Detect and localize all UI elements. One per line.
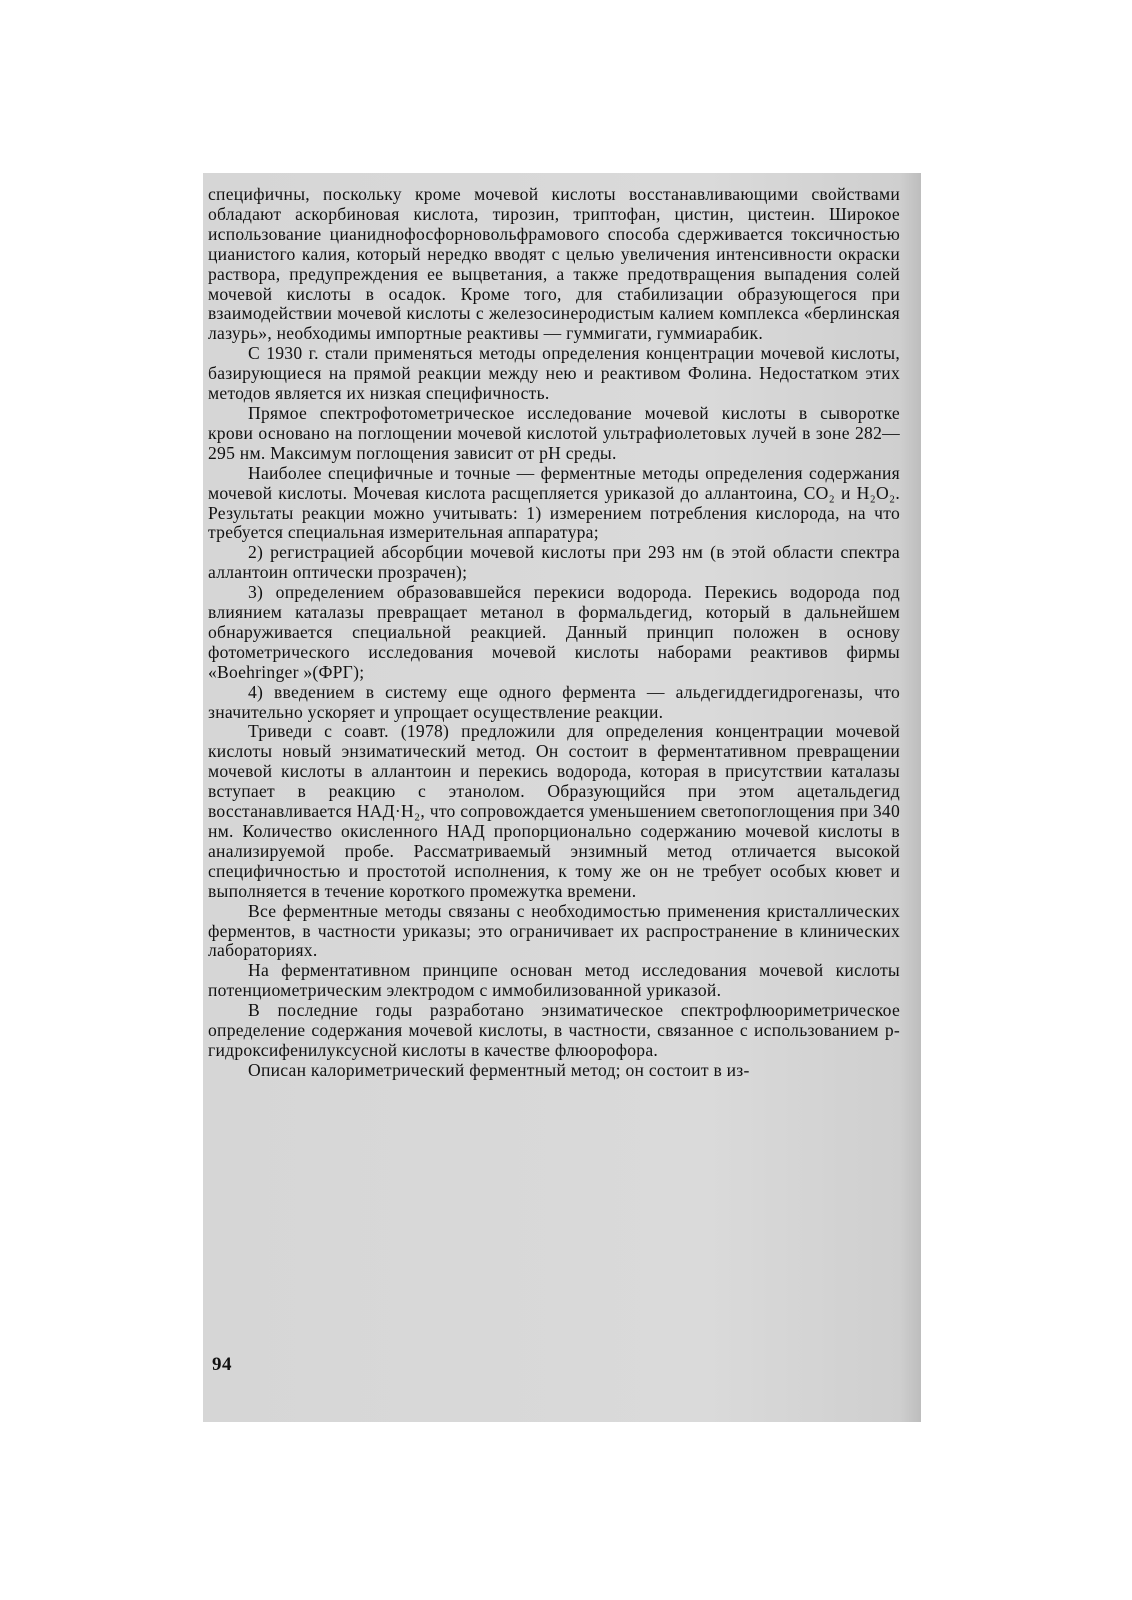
paragraph: На ферментативном принципе основан метод исследования мочевой кислоты потенциометрическим электродом с иммобилизованной уриказой. xyxy=(208,960,900,1001)
paragraph: 4) введением в систему еще одного фермента — альдегиддегидрогеназы, что значительно ускоряет и упрощает осуществление реакции. xyxy=(208,681,900,722)
page-number: 94 xyxy=(212,1354,232,1375)
paragraph: Описан калориметрический ферментный метод; он состоит в из- xyxy=(248,1059,750,1080)
paragraph: Прямое спектрофотометрическое исследование мочевой кислоты в сыворотке крови основано на поглощении мочевой кислотой ультрафиолетовых лучей в зоне 282—295 нм. Максимум поглощения зависит от pH среды. xyxy=(208,402,900,463)
paragraph: С 1930 г. стали применяться методы определения концентрации мочевой кислоты, базирующиеся на прямой реакции между нею и реактивом Фолина. Недостатком этих методов является их низкая специфичность. xyxy=(208,343,900,404)
paragraph: специфичны, поскольку кроме мочевой кислоты восстанавливающими свойствами обладают аскорбиновая кислота, тирозин, триптофан, цистин, цистеин. Широкое использование цианиднофосфорновольфрамового способа сдерживается токсичностью цианистого калия, который нередко вводят с целью увеличения интенсивности окраски раствора, предупреждения ее выцветания, а также предотвращения выпадения солей мочевой кислоты в осадок. Кроме того, для стабилизации образующегося при взаимодействии мочевой кислоты с железосинеродистым калием комплекса «берлинская лазурь», необходимы импортные реактивы — гуммигати, гуммиарабик. xyxy=(208,184,900,344)
paragraph: 2) регистрацией абсорбции мочевой кислоты при 293 нм (в этой области спектра аллантоин оптически прозрачен); xyxy=(208,542,900,583)
paragraph: В последние годы разработано энзиматическое спектрофлюориметрическое определение содержания мочевой кислоты, в частности, связанное с использованием р-гидроксифенилуксусной кислоты в качестве флюорофора. xyxy=(208,1000,900,1060)
paragraph: Наиболее специфичные и точные — ферментные методы определения содержания мочевой кислоты. Мочевая кислота расщепляется уриказой до аллантоина, CO₂ и H₂O₂. Результаты реакции можно учитывать: 1) измерением потребления кислорода, на что требуется специальная измерительная аппаратура; xyxy=(208,462,900,543)
paragraph: Триведи с соавт. (1978) предложили для определения концентрации мочевой кислоты новый энзиматический метод. Он состоит в ферментативном превращении мочевой кислоты в аллантоин и перекись водорода, которая в присутствии каталазы вступает в реакцию с этанолом. Образующийся при этом ацетальдегид восстанавливается НАД·Н₂, что сопровождается уменьшением светопоглощения при 340 нм. Количество окисленного НАД пропорционально содержанию мочевой кислоты в анализируемой пробе. Рассматриваемый энзимный метод отличается высокой специфичностью и простотой исполнения, к тому же он не требует особых кювет и выполняется в течение короткого промежутка времени. xyxy=(208,721,900,901)
paragraph: 3) определением образовавшейся перекиси водорода. Перекись водорода под влиянием каталазы превращает метанол в формальдегид, который в дальнейшем обнаруживается специальной реакцией. Данный принцип положен в основу фотометрического исследования мочевой кислоты наборами реактивов фирмы «Boehringer »(ФРГ); xyxy=(208,582,900,682)
body-text xyxy=(208,185,900,1081)
paragraph: Все ферментные методы связаны с необходимостью применения кристаллических ферментов, в частности уриказы; это ограничивает их распространение в клинических лабораториях. xyxy=(208,900,900,961)
